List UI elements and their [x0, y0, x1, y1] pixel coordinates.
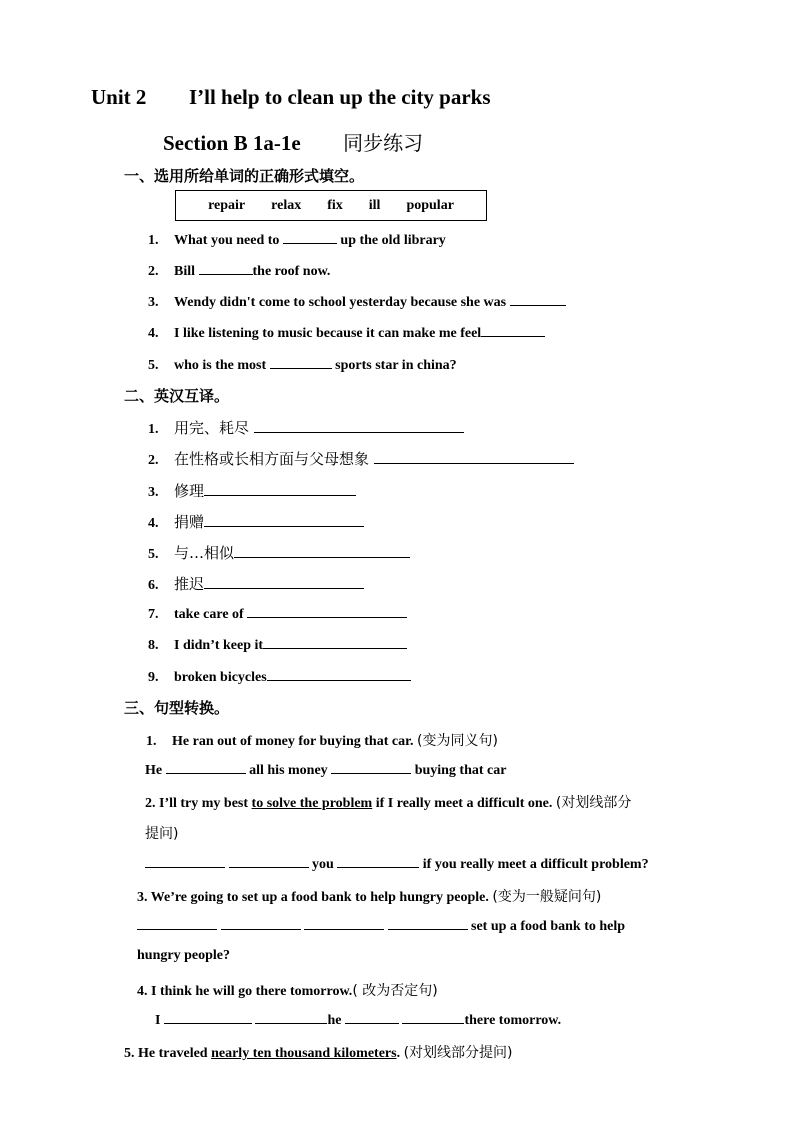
answer-blank[interactable] [374, 451, 574, 464]
answer-blank[interactable] [234, 545, 410, 558]
underlined-phrase: to solve the problem [251, 796, 373, 811]
answer-blank[interactable] [137, 917, 217, 930]
unit-label: Unit 2 [91, 85, 147, 109]
answer-blank[interactable] [164, 1011, 252, 1024]
answer-blank[interactable] [166, 761, 246, 774]
part2-item-4: 4. 捐赠 [148, 511, 364, 532]
part2-item-2: 2. 在性格或长相方面与父母想象 [148, 448, 574, 469]
answer-blank[interactable] [337, 855, 419, 868]
part3-q3-answer: set up a food bank to help [137, 917, 625, 935]
part3-q2: 2. I’ll try my best to solve the problem if I really meet a difficult one. (对划线部分 [145, 795, 632, 811]
part3-q2-continued: 提问) [145, 826, 179, 842]
part2-item-5: 5. 与…相似 [148, 542, 410, 563]
answer-blank[interactable] [254, 420, 464, 433]
part3-q2-answer: you if you really meet a difficult problem? [145, 855, 649, 873]
answer-blank[interactable] [283, 231, 337, 244]
part3-q4: 4. I think he will go there tomorrow.( 改为否定句) [137, 983, 438, 999]
unit-name: I’ll help to clean up the city parks [188, 85, 491, 109]
answer-blank[interactable] [388, 917, 468, 930]
part2-heading: 二、英汉互译。 [124, 387, 230, 405]
part3-q3-continued: hungry people? [137, 948, 230, 963]
answer-blank[interactable] [199, 262, 253, 275]
part2-item-7: 7. take care of [148, 605, 407, 623]
word-item: ill [368, 197, 381, 213]
answer-blank[interactable] [331, 761, 411, 774]
answer-blank[interactable] [267, 668, 411, 681]
answer-blank[interactable] [145, 855, 225, 868]
practice-label: 同步练习 [343, 131, 424, 155]
answer-blank[interactable] [255, 1011, 327, 1024]
word-item: relax [271, 197, 302, 213]
answer-blank[interactable] [304, 917, 384, 930]
underlined-phrase: nearly ten thousand kilometers [211, 1046, 397, 1061]
part1-item-2: 2. Bill the roof now. [148, 264, 331, 279]
part2-item-6: 6. 推迟 [148, 573, 364, 594]
answer-blank[interactable] [402, 1011, 464, 1024]
part3-heading: 三、句型转换。 [124, 699, 230, 717]
answer-blank[interactable] [263, 636, 407, 649]
part1-item-4: 4. I like listening to music because it can make me feel [148, 324, 545, 342]
part3-q1: 1. He ran out of money for buying that car. (变为同义句) [146, 733, 498, 749]
part1-item-5: 5. who is the most sports star in china? [148, 358, 457, 373]
answer-blank[interactable] [229, 855, 309, 868]
part2-item-3: 3. 修理 [148, 480, 356, 501]
part2-item-8: 8. I didn’t keep it [148, 636, 407, 654]
word-box [175, 190, 487, 221]
answer-blank[interactable] [204, 576, 364, 589]
part3-q3: 3. We’re going to set up a food bank to help hungry people. (变为一般疑问句) [137, 889, 602, 905]
word-item: repair [208, 197, 246, 213]
part1-item-1: 1. What you need to up the old library [148, 233, 446, 248]
answer-blank[interactable] [204, 483, 356, 496]
page-subtitle [163, 127, 423, 156]
answer-blank[interactable] [247, 605, 407, 618]
part3-q4-answer: I he there tomorrow. [155, 1013, 562, 1028]
part1-item-3: 3. Wendy didn't come to school yesterday because she was [148, 293, 566, 311]
answer-blank[interactable] [481, 324, 545, 337]
word-item: popular [406, 197, 454, 213]
section-label: Section B 1a-1e [163, 131, 301, 155]
answer-blank[interactable] [204, 514, 364, 527]
answer-blank[interactable] [221, 917, 301, 930]
part2-item-9: 9. broken bicycles [148, 668, 411, 686]
part2-item-1: 1. 用完、耗尽 [148, 417, 464, 438]
answer-blank[interactable] [510, 293, 566, 306]
answer-blank[interactable] [270, 356, 332, 369]
part1-heading: 一、选用所给单词的正确形式填空。 [124, 167, 365, 185]
word-item: fix [327, 197, 343, 213]
part3-q5: 5. He traveled nearly ten thousand kilometers. (对划线部分提问) [124, 1045, 513, 1061]
answer-blank[interactable] [345, 1011, 399, 1024]
page-title [91, 85, 491, 110]
part3-q1-answer: He all his money buying that car [145, 763, 507, 778]
